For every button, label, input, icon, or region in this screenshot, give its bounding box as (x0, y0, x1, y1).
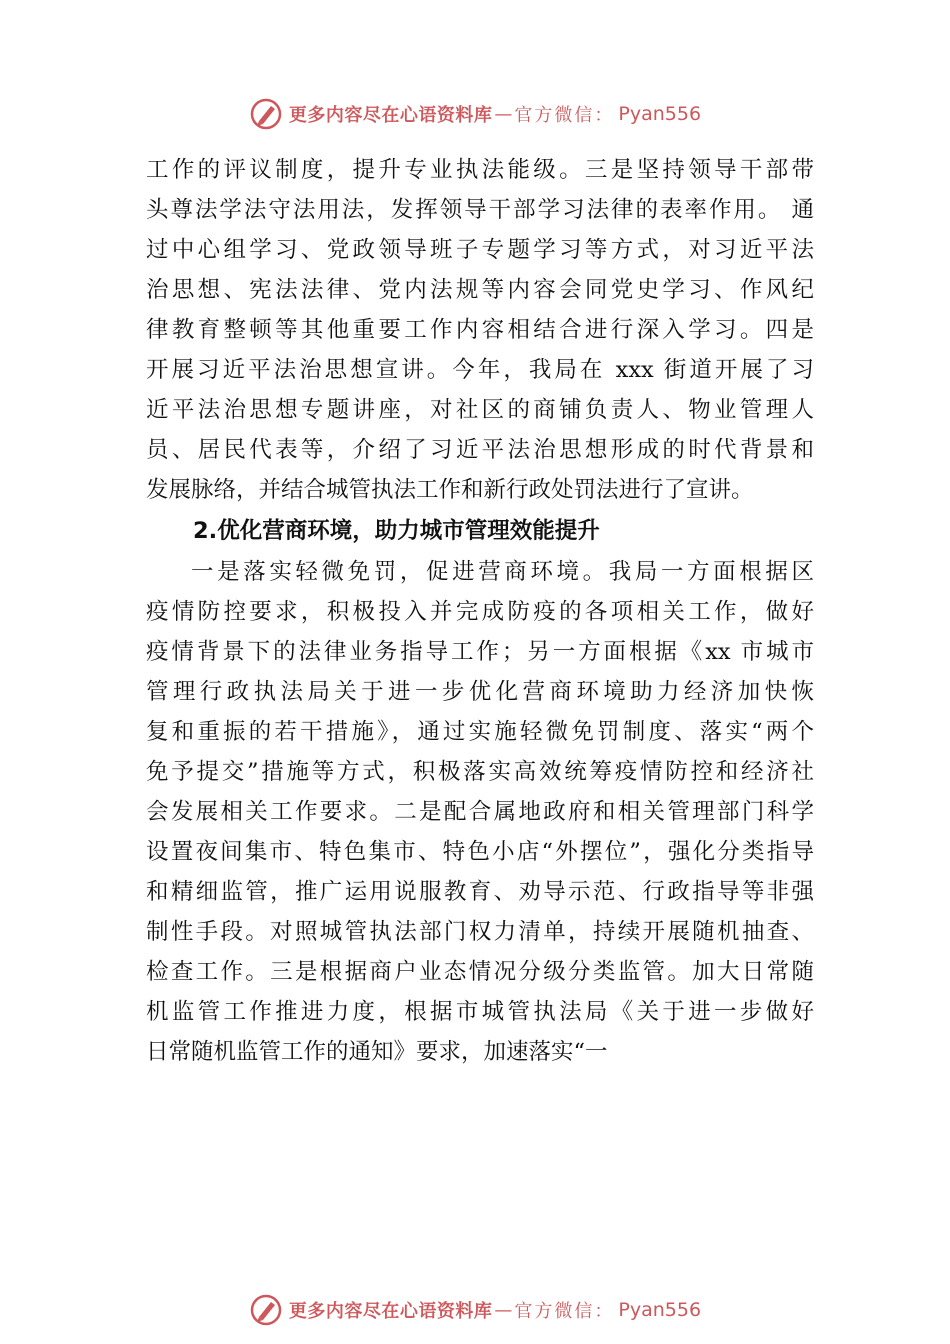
text-line: 设置夜间集市、特色集市、特色小店“外摆位”，强化分类指导 (146, 839, 814, 865)
watermark-separator: — (494, 103, 513, 125)
text-line: 发展脉络，并结合城管执法工作和新行政处罚法进行了宣讲。 (146, 477, 754, 503)
text-line: 过中心组学习、党政领导班子专题学习等方式，对习近平法 (146, 237, 814, 263)
watermark-separator: — (494, 1299, 513, 1321)
text-line: 疫情背景下的法律业务指导工作；另一方面根据《xx 市城市 (146, 639, 814, 665)
text-line: 开展习近平法治思想宣讲。今年，我局在 xxx 街道开展了习 (146, 357, 814, 383)
text-line: 疫情防控要求，积极投入并完成防疫的各项相关工作，做好 (146, 599, 814, 625)
watermark-footer (0, 1290, 950, 1330)
watermark-wechat-label: 官方微信： (514, 1301, 615, 1322)
section-heading: 2.优化营商环境，助力城市管理效能提升 (193, 518, 600, 544)
text-line: 机监管工作推进力度，根据市城管执法局《关于进一步做好 (146, 999, 814, 1025)
text-line: 复和重振的若干措施》，通过实施轻微免罚制度、落实“两个 (146, 719, 814, 745)
watermark-brand: 更多内容尽在心语资料库 (288, 105, 493, 126)
text-line: 头尊法学法守法用法，发挥领导干部学习法律的表率作用。 通 (146, 197, 814, 223)
text-line: 治思想、宪法法律、党内法规等内容会同党史学习、作风纪 (146, 277, 814, 303)
watermark-wechat-label: 官方微信： (514, 105, 615, 126)
watermark-brand: 更多内容尽在心语资料库 (288, 1301, 493, 1322)
pen-logo-icon (249, 97, 283, 131)
text-line: 工作的评议制度，提升专业执法能级。三是坚持领导干部带 (146, 157, 814, 183)
text-line: 会发展相关工作要求。二是配合属地政府和相关管理部门科学 (146, 799, 814, 825)
text-line: 管理行政执法局关于进一步优化营商环境助力经济加快恢 (146, 679, 814, 705)
text-line: 日常随机监管工作的通知》要求，加速落实“一 (146, 1039, 608, 1065)
pen-logo-icon (249, 1293, 283, 1327)
paragraph-business-environment (146, 552, 814, 1072)
text-line: 员、居民代表等，介绍了习近平法治思想形成的时代背景和 (146, 437, 814, 463)
paragraph-legal-study (146, 150, 814, 510)
text-line: 制性手段。对照城管执法部门权力清单，持续开展随机抽查、 (146, 919, 814, 945)
text-line: 和精细监管，推广运用说服教育、劝导示范、行政指导等非强 (146, 879, 814, 905)
watermark-header (0, 94, 950, 134)
text-line: 律教育整顿等其他重要工作内容相结合进行深入学习。四是 (146, 317, 814, 343)
text-line: 免予提交”措施等方式，积极落实高效统筹疫情防控和经济社 (146, 759, 814, 785)
watermark-wechat-id: Pyan556 (618, 1299, 702, 1321)
document-body (146, 150, 814, 1072)
text-line: 近平法治思想专题讲座，对社区的商铺负责人、物业管理人 (146, 397, 814, 423)
text-line: 检查工作。三是根据商户业态情况分级分类监管。加大日常随 (146, 959, 814, 985)
text-line: 一是落实轻微免罚，促进营商环境。我局一方面根据区 (191, 559, 814, 585)
watermark-wechat-id: Pyan556 (618, 103, 702, 125)
